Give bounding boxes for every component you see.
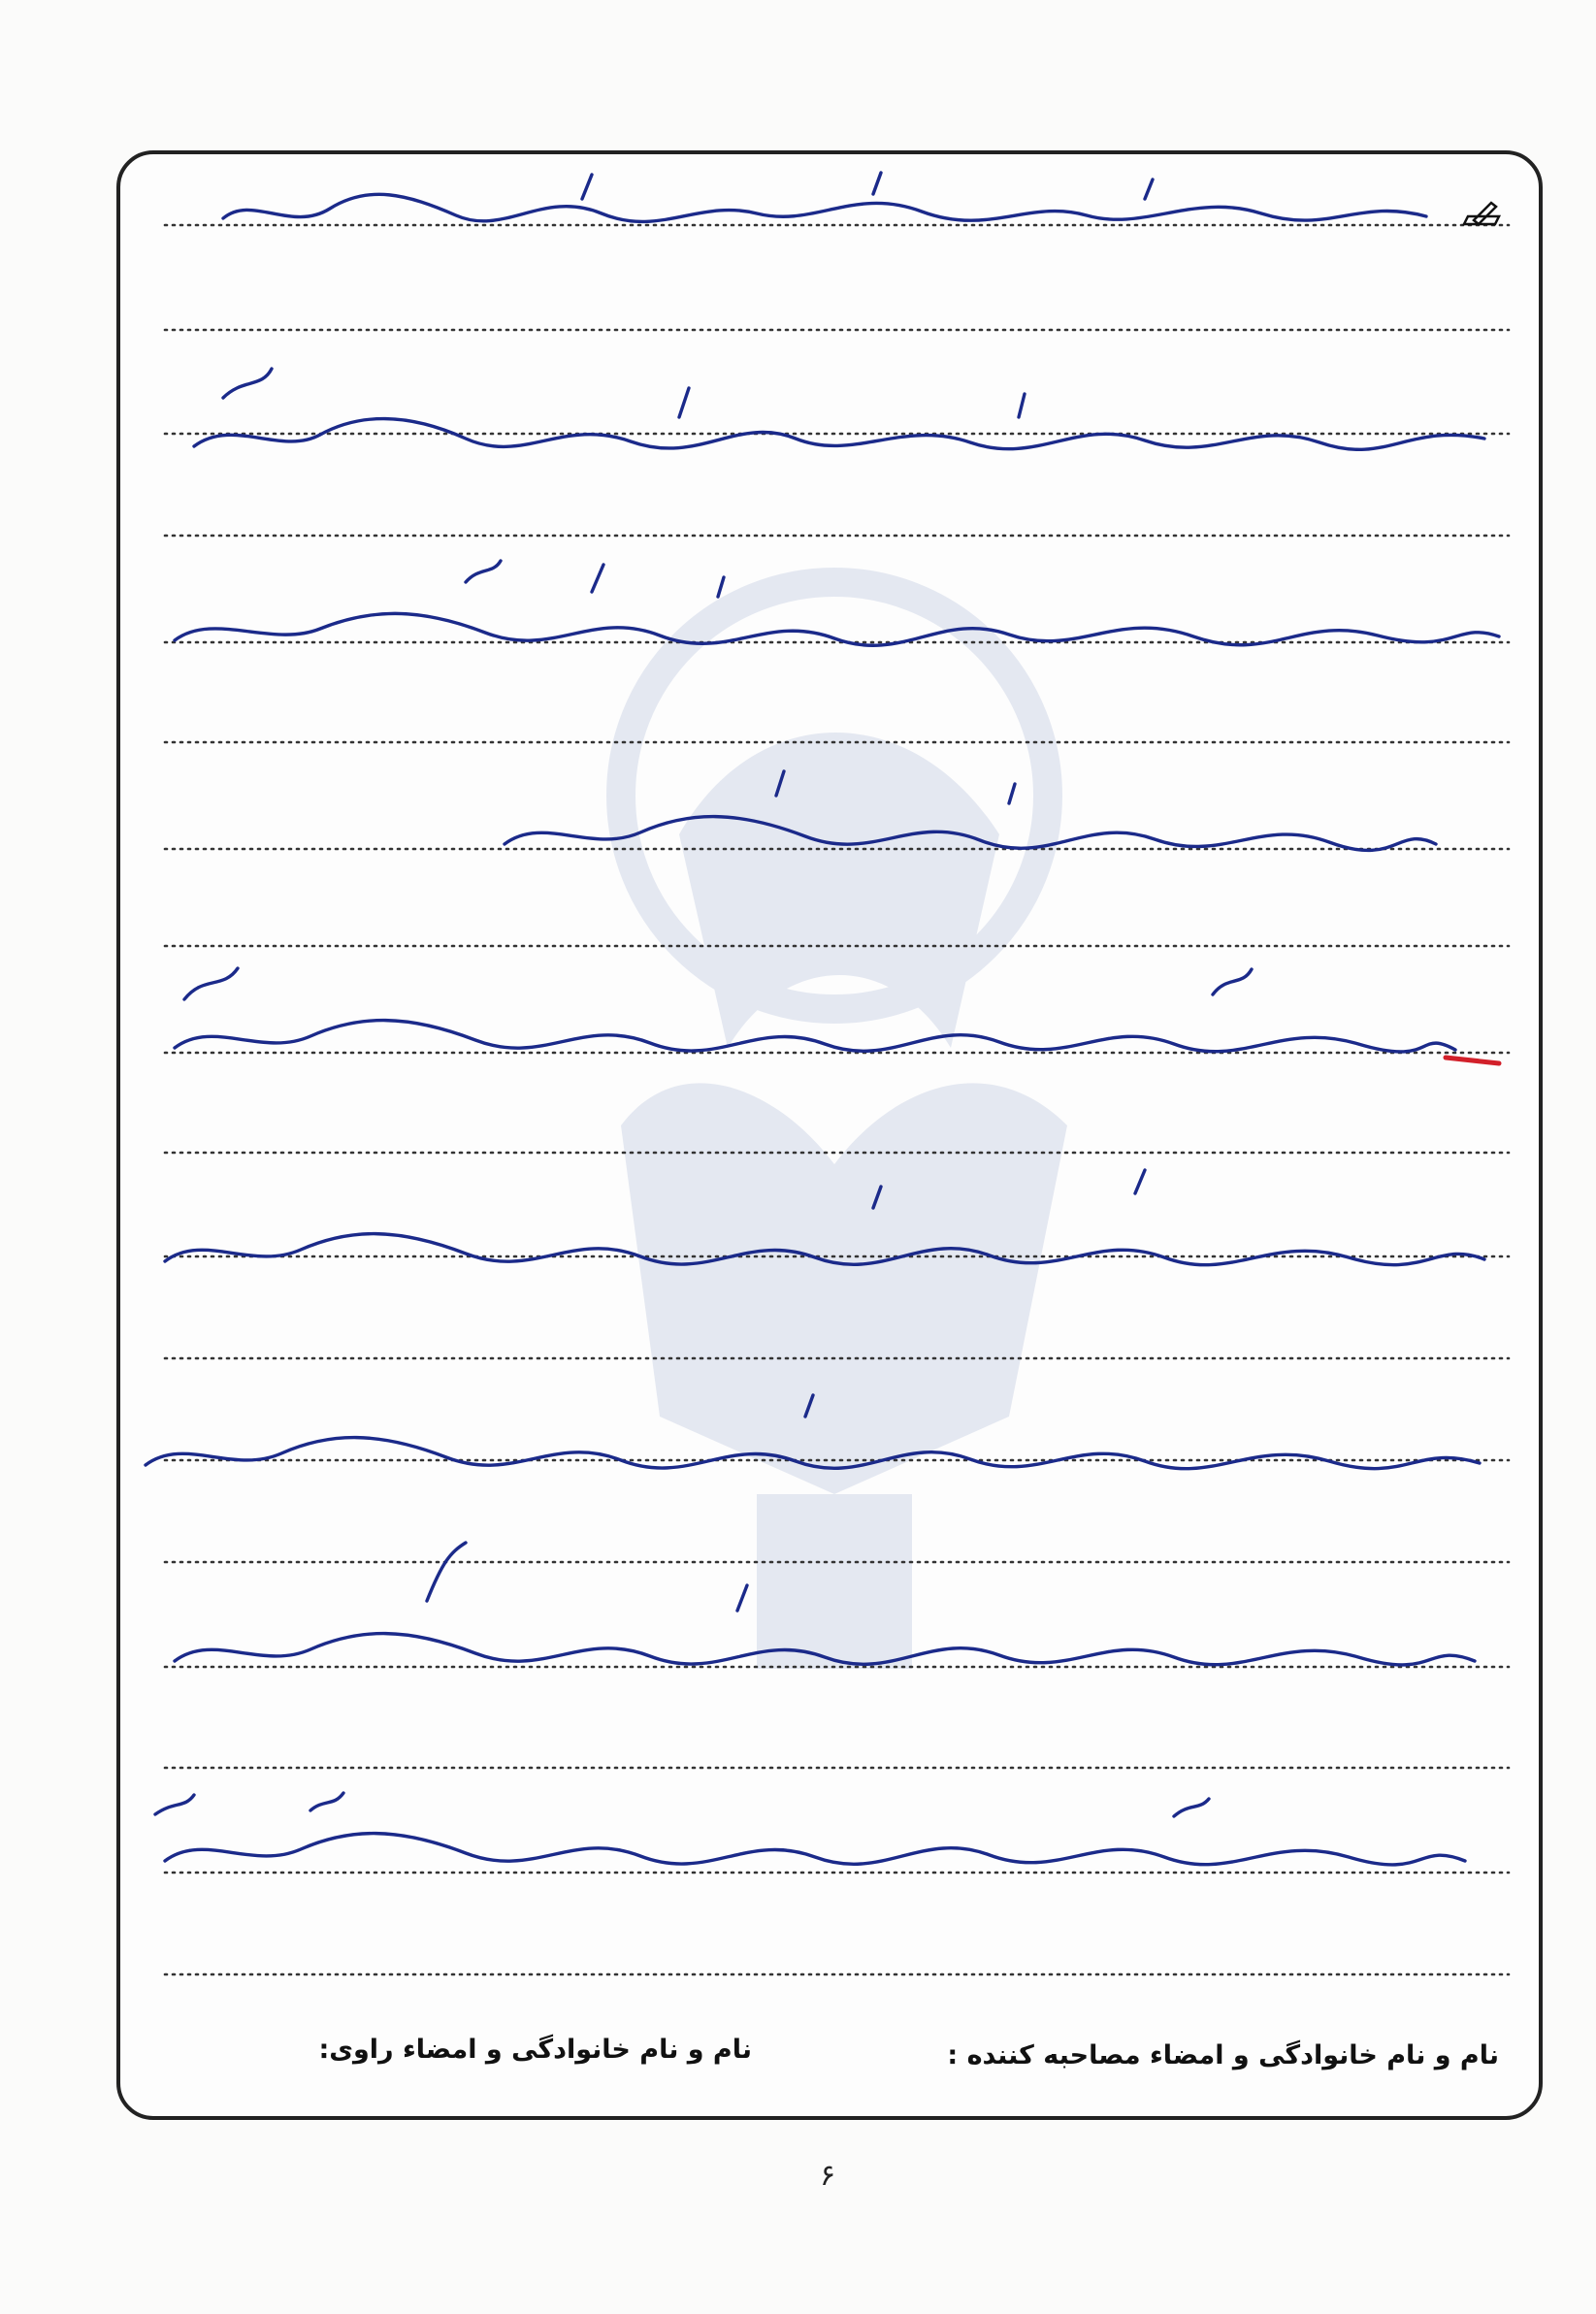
page-number: ۶	[820, 2159, 836, 2193]
handwritten-line-9	[155, 1793, 1465, 1865]
narrator-signature-label: نام و نام خانوادگی و امضاء راوی:	[318, 2035, 752, 2065]
handwritten-line-2	[194, 369, 1484, 449]
handwritten-line-1	[223, 173, 1426, 221]
handwritten-line-6	[165, 1170, 1484, 1265]
pen-on-paper-icon	[1460, 197, 1503, 230]
handwritten-line-5	[175, 968, 1499, 1063]
dotted-rule-lines	[165, 225, 1509, 1974]
interviewer-signature-label: نام و نام خانوادگی و امضاء مصاحبه کننده :	[947, 2040, 1499, 2070]
handwritten-line-7	[146, 1395, 1480, 1469]
handwritten-line-4	[505, 771, 1436, 850]
handwritten-line-3	[175, 561, 1499, 645]
